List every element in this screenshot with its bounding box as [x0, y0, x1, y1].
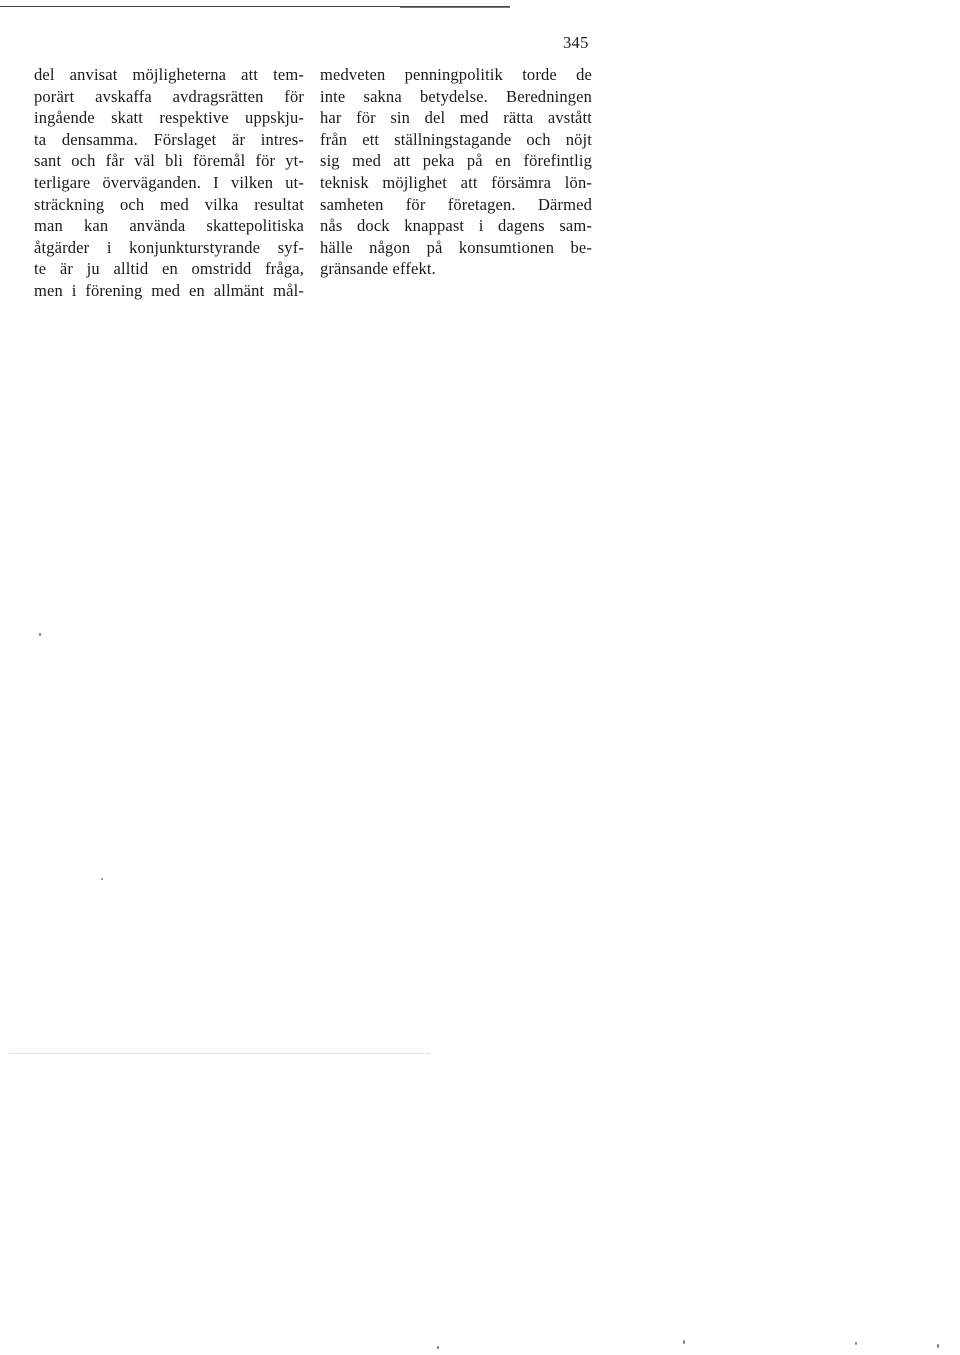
- text-line: gränsande effekt.: [320, 259, 436, 279]
- right-text-column: [320, 64, 592, 280]
- text-line: porärt avskaffa avdragsrätten för: [34, 86, 304, 106]
- scan-speck: [937, 1344, 939, 1348]
- left-text-column: [34, 64, 304, 302]
- scan-speck: [101, 878, 103, 880]
- text-line: ingående skatt respektive uppskju-: [34, 108, 304, 128]
- text-line: teknisk möjlighet att försämra lön-: [320, 172, 592, 192]
- scan-speck: [855, 1342, 857, 1345]
- text-line: ta densamma. Förslaget är intres-: [34, 129, 304, 149]
- text-line: samheten för företagen. Därmed: [320, 194, 592, 214]
- text-line: sant och får väl bli föremål för yt-: [34, 151, 304, 171]
- text-line: från ett ställningstagande och nöjt: [320, 129, 592, 149]
- text-line: te är ju alltid en omstridd fråga,: [34, 259, 304, 279]
- text-line: sträckning och med vilka resultat: [34, 194, 304, 214]
- text-line: medveten penningpolitik torde de: [320, 65, 592, 84]
- text-line: terligare överväganden. I vilken ut-: [34, 172, 304, 192]
- scan-speck: [39, 633, 41, 636]
- text-line: del anvisat möjligheterna att tem-: [34, 65, 304, 84]
- page-number: 345: [563, 33, 589, 52]
- text-line: har för sin del med rätta avstått: [320, 108, 592, 128]
- scan-speck: [683, 1340, 685, 1344]
- scan-artifact-line: [10, 1053, 430, 1054]
- text-line: men i förening med en allmänt mål-: [34, 280, 304, 300]
- top-rule-segment: [400, 7, 510, 8]
- text-line: sig med att peka på en förefintlig: [320, 151, 592, 171]
- scan-speck: [437, 1346, 439, 1349]
- text-line: åtgärder i konjunkturstyrande syf-: [34, 237, 304, 257]
- text-line: man kan använda skattepolitiska: [34, 216, 304, 236]
- text-line: inte sakna betydelse. Beredningen: [320, 86, 592, 106]
- text-line: hälle någon på konsumtionen be-: [320, 237, 592, 257]
- text-line: nås dock knappast i dagens sam-: [320, 216, 592, 236]
